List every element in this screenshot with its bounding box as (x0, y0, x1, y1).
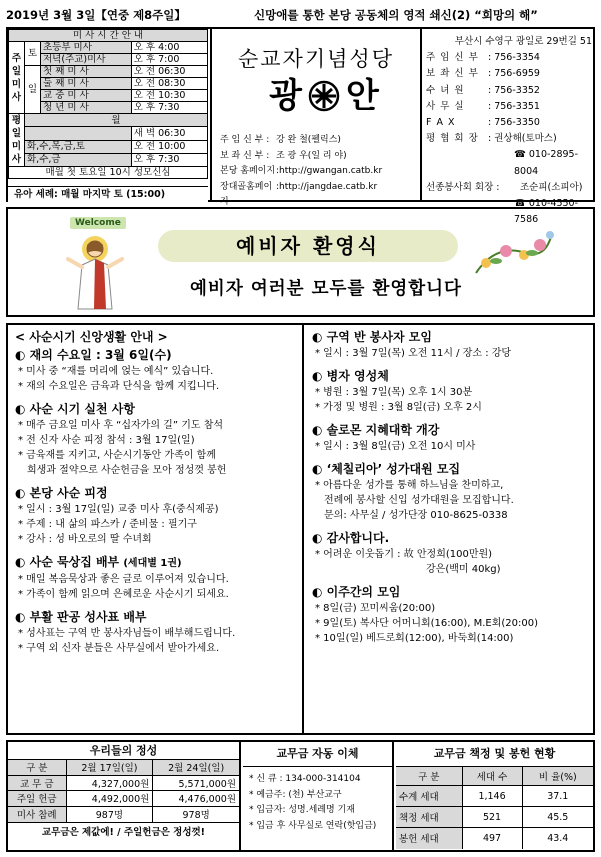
contact-info (426, 34, 594, 228)
auto-transfer-panel (243, 742, 394, 850)
jesus-figure-icon (64, 231, 126, 311)
section-title: ◐ 구역 반 봉사자 모임 (312, 330, 432, 344)
contact-value: : 756-3350 (488, 117, 540, 129)
mass-schedule-table (8, 29, 208, 179)
mass-name: 둘 째 미 사 (41, 78, 132, 90)
table-row (396, 828, 593, 849)
section-title: ◐ 재의 수요일 : 3월 6일(수) (15, 348, 172, 362)
table-cell: 43.4 (522, 828, 593, 849)
weekday-mass-label: 평 일 미 사 (9, 114, 25, 167)
staff-row (220, 133, 382, 149)
notice-item: * 일시 : 3월 7일(목) 오전 11시 / 장소 : 강당 (315, 348, 512, 359)
table-header-row (396, 767, 593, 786)
mass-time: 오 후 7:00 (131, 54, 207, 66)
table-cell: 책정 세대 (396, 807, 462, 828)
mass-time: 오 후 7:30 (131, 153, 207, 166)
status-table (396, 766, 593, 849)
parish-name: 순교자기념성당 (237, 47, 394, 71)
notice-item: 전례에 봉사할 신입 성가대원을 모집합니다. (324, 495, 514, 506)
table-cell: 주일 헌금 (8, 791, 66, 807)
flowers-icon (466, 223, 556, 279)
contact-label: 수 녀 원 (426, 84, 465, 96)
notice-item: * 병원 : 3월 7일(목) 오후 1시 30분 (315, 387, 473, 398)
banner-title: 예비자 환영식 (236, 234, 380, 258)
contact-row (426, 180, 594, 196)
first-saturday-note: 매월 첫 토요일 10시 성모신심 (9, 167, 208, 179)
section-title: ◐ 솔로몬 지혜대학 개강 (312, 423, 440, 437)
notice-item: * 미사 중 “재를 머리에 얹는 예식” 있습니다. (18, 366, 214, 377)
table-cell: 4,492,000원 (66, 791, 153, 807)
notice-item: * 성사표는 구역 반 봉사자님들이 배부해드립니다. (18, 628, 236, 639)
contact-row (426, 115, 594, 131)
table-cell: 45.5 (522, 807, 593, 828)
mass-time: 오 후 7:30 (131, 102, 207, 114)
sunday-mass-label: 주 일 미 사 (9, 42, 25, 114)
notices-box (6, 323, 595, 735)
offering-note: 교무금은 제값에! / 주일헌금은 정성껏! (8, 822, 239, 843)
table-cell: 1,146 (462, 786, 522, 807)
staff-row (220, 164, 382, 180)
contact-label: 선종봉사회 회장 : (426, 181, 500, 193)
bulletin-date: 2019년 3월 3일【연중 제8주일】 (6, 8, 186, 22)
offering-table (8, 759, 239, 822)
table-header-cell: 세대 수 (462, 767, 522, 786)
contact-row (426, 66, 594, 82)
notice-item: * 구역 외 신자 분들은 사무실에서 받아가세요. (18, 643, 220, 654)
section-title: ◐ 감사합니다. (312, 531, 390, 545)
section-title: ◐ 부활 판공 성사표 배부 (15, 610, 147, 624)
saturday-label: 토 (25, 42, 41, 66)
staff-row (220, 180, 382, 211)
table-row (8, 806, 239, 822)
notice-item: * 가정 및 병원 : 3월 8일(금) 오후 2시 (315, 402, 482, 413)
parish-address: 부산시 수영구 광일로 29번길 51 (454, 36, 592, 47)
bulletin-logo (254, 73, 394, 119)
transfer-line: * 입금 후 사무실로 연락(핫입금) (249, 820, 377, 831)
table-cell: 봉헌 세대 (396, 828, 462, 849)
section-title: ◐ ‘체칠리아’ 성가대원 모집 (312, 462, 461, 476)
table-header-cell: 2월 24일(일) (153, 760, 239, 776)
mass-name: 저녁(주교)미사 (41, 54, 132, 66)
homepage-link[interactable]: :http://jangdae.catb.kr (276, 181, 378, 192)
phone-number: ☎ 010-2895-8004 (514, 149, 579, 177)
staff-label: 장대골홈페이지 (220, 181, 273, 207)
section-title: ◐ 병자 영성체 (312, 369, 389, 383)
contact-row (426, 83, 594, 99)
contact-value: : 756-3351 (488, 100, 540, 112)
table-cell: 521 (462, 807, 522, 828)
notice-item: * 8일(금) 꼬미씨움(20:00) (315, 603, 436, 614)
table-cell: 978명 (153, 806, 239, 822)
infant-baptism-note: 유아 세례: 매월 마지막 토 (15:00) (8, 186, 208, 202)
mass-name: 화,수,금 (25, 153, 132, 166)
table-cell: 497 (462, 828, 522, 849)
notice-item: * 강사 : 성 바오로의 딸 수녀회 (18, 534, 152, 545)
phone-number: ☎ 010-4550-7586 (514, 198, 579, 226)
bulletin-name-left: 광 (269, 76, 302, 116)
bulletin-masthead (210, 29, 422, 207)
notice-item: * 일시 : 3월 17일(일) 교중 미사 후(중식제공) (18, 504, 219, 515)
welcome-sign: Welcome (70, 217, 126, 229)
notice-item: * 가족이 함께 읽으며 은혜로운 사순시기 되세요. (18, 589, 229, 600)
top-bar (6, 5, 595, 25)
contact-label: 주 임 신 부 (426, 52, 479, 64)
notice-item: 문의: 사무실 / 성가단장 010-8625-0338 (324, 510, 508, 521)
notice-item: * 매일 복음묵상과 좋은 글로 이루어져 있습니다. (18, 574, 229, 585)
notice-item: 강은(백미 40kg) (426, 564, 501, 575)
table-cell: 5,571,000원 (153, 775, 239, 791)
finance-box (6, 740, 595, 852)
tithe-status-panel (396, 742, 593, 850)
table-cell: 4,476,000원 (153, 791, 239, 807)
staff-label: 보 좌 신 부 : (220, 150, 270, 161)
transfer-list (243, 766, 392, 834)
contact-label: 평 협 회 장 (426, 133, 479, 145)
table-cell: 987명 (66, 806, 153, 822)
contact-value: : 권상해(토마스) (488, 133, 557, 145)
section-subtitle: (세대별 1권) (123, 558, 182, 569)
notice-item: * 주제 : 내 삶의 파스카 / 준비물 : 필기구 (18, 519, 197, 530)
staff-label: 주 임 신 부 : (220, 135, 270, 145)
mass-name: 첫 째 미 사 (41, 66, 132, 78)
notice-item: * 10일(일) 베드로회(12:00), 바둑회(14:00) (315, 633, 514, 644)
bulletin-name-right: 안 (346, 76, 379, 116)
mass-title: 미 사 시 간 안 내 (9, 30, 208, 42)
contact-value: : 756-3352 (488, 84, 540, 96)
notice-item: * 재의 수요일은 금육과 단식을 함께 지킵니다. (18, 381, 220, 392)
staff-row (220, 149, 382, 165)
table-cell: 미사 참례 (8, 806, 66, 822)
mass-name: 초등부 미사 (41, 42, 132, 54)
notice-item: * 금육재를 지키고, 사순시기동안 가족이 함께 (18, 450, 216, 461)
mass-time: 오 후 4:00 (131, 42, 207, 54)
mass-time: 오 전 06:30 (131, 66, 207, 78)
right-column (306, 325, 593, 733)
staff-label: 본당 홈페이지 (220, 166, 276, 176)
table-header-cell: 2월 17일(일) (66, 760, 153, 776)
transfer-line: * 입금자: 성명.세례명 기재 (249, 805, 355, 815)
mass-time: 오 전 10:30 (131, 90, 207, 102)
sunday-label: 일 (25, 66, 41, 114)
table-row (8, 791, 239, 807)
table-cell: 37.1 (522, 786, 593, 807)
notice-item: 희생과 절약으로 사순헌금을 모아 정성껏 봉헌 (27, 465, 227, 476)
mass-name: 화,수,목,금,토 (25, 140, 132, 153)
section-title: ◐ 사순 시기 실천 사항 (15, 402, 135, 416)
cross-emblem-icon (308, 80, 340, 112)
table-cell: 수계 세대 (396, 786, 462, 807)
table-cell: 교 무 금 (8, 775, 66, 791)
table-header-cell: 구 분 (8, 760, 66, 776)
mass-name: 청 년 미 사 (41, 102, 132, 114)
parish-motto: 신망애를 통한 본당 공동체의 영적 쇄신(2) “희망의 해” (254, 8, 538, 22)
contact-row (426, 50, 594, 66)
staff-list (220, 133, 382, 211)
mass-name (25, 127, 132, 140)
contact-label: 보 좌 신 부 (426, 68, 479, 80)
welcome-banner (6, 207, 595, 317)
section-title: ◐ 이주간의 모임 (312, 585, 401, 599)
table-row (396, 786, 593, 807)
left-column (8, 325, 304, 733)
table-header-row (8, 760, 239, 776)
contact-value: : 756-3354 (488, 52, 540, 64)
homepage-link[interactable]: :http://gwangan.catb.kr (276, 166, 383, 176)
table-cell: 4,327,000원 (66, 775, 153, 791)
section-header: < 사순시기 신앙생활 안내 > (15, 330, 168, 344)
contact-value: : 756-6959 (488, 68, 540, 80)
notice-item: * 어려운 이웃돕기 : 故 안정희(100만원) (315, 549, 493, 560)
transfer-line: * 신 큐 : 134-000-314104 (249, 774, 361, 784)
mass-name: 교 중 미 사 (41, 90, 132, 102)
notice-item: * 아름다운 성가를 통해 하느님을 찬미하고, (315, 480, 504, 491)
table-row (396, 807, 593, 828)
offering-title: 우리들의 정성 (89, 744, 158, 757)
mass-time: 오 전 10:00 (131, 140, 207, 153)
staff-value: 조 광 우(일 리 야) (276, 150, 347, 161)
transfer-title: 교무금 자동 이체 (276, 747, 359, 760)
notice-item: * 매주 금요일 미사 후 “십자가의 길” 기도 참석 (18, 420, 224, 431)
offering-panel (8, 742, 241, 850)
contact-label: 사 무 실 (426, 100, 465, 112)
transfer-line: * 예금주: (천) 부산교구 (249, 789, 342, 800)
staff-value: 강 완 철(펠릭스) (276, 135, 341, 145)
status-title: 교무금 책정 및 봉헌 현황 (433, 747, 556, 760)
contact-value: 조순피(소피아) (520, 181, 583, 193)
section-title-text: ◐ 사순 묵상집 배부 (15, 555, 120, 569)
table-header-cell: 구 분 (396, 767, 462, 786)
banner-subtitle: 예비자 여러분 모두를 환영합니다 (190, 279, 462, 299)
notice-item: * 일시 : 3월 8일(금) 오전 10시 미사 (315, 441, 476, 452)
contact-label: F A X (426, 117, 456, 129)
notice-item: * 전 신자 사순 피정 참석 : 3월 17일(일) (18, 435, 195, 446)
weekday-header: 월 (25, 114, 208, 127)
contact-row (426, 99, 594, 115)
section-title (15, 554, 298, 572)
mass-time: 새 벽 06:30 (131, 127, 207, 140)
section-title: ◐ 본당 사순 피정 (15, 486, 108, 500)
contact-row (426, 131, 594, 147)
table-header-cell: 비 율(%) (522, 767, 593, 786)
notice-item: * 9일(토) 복사단 어머니회(16:00), M.E회(20:00) (315, 618, 539, 629)
mass-time: 오 전 08:30 (131, 78, 207, 90)
table-row (8, 775, 239, 791)
